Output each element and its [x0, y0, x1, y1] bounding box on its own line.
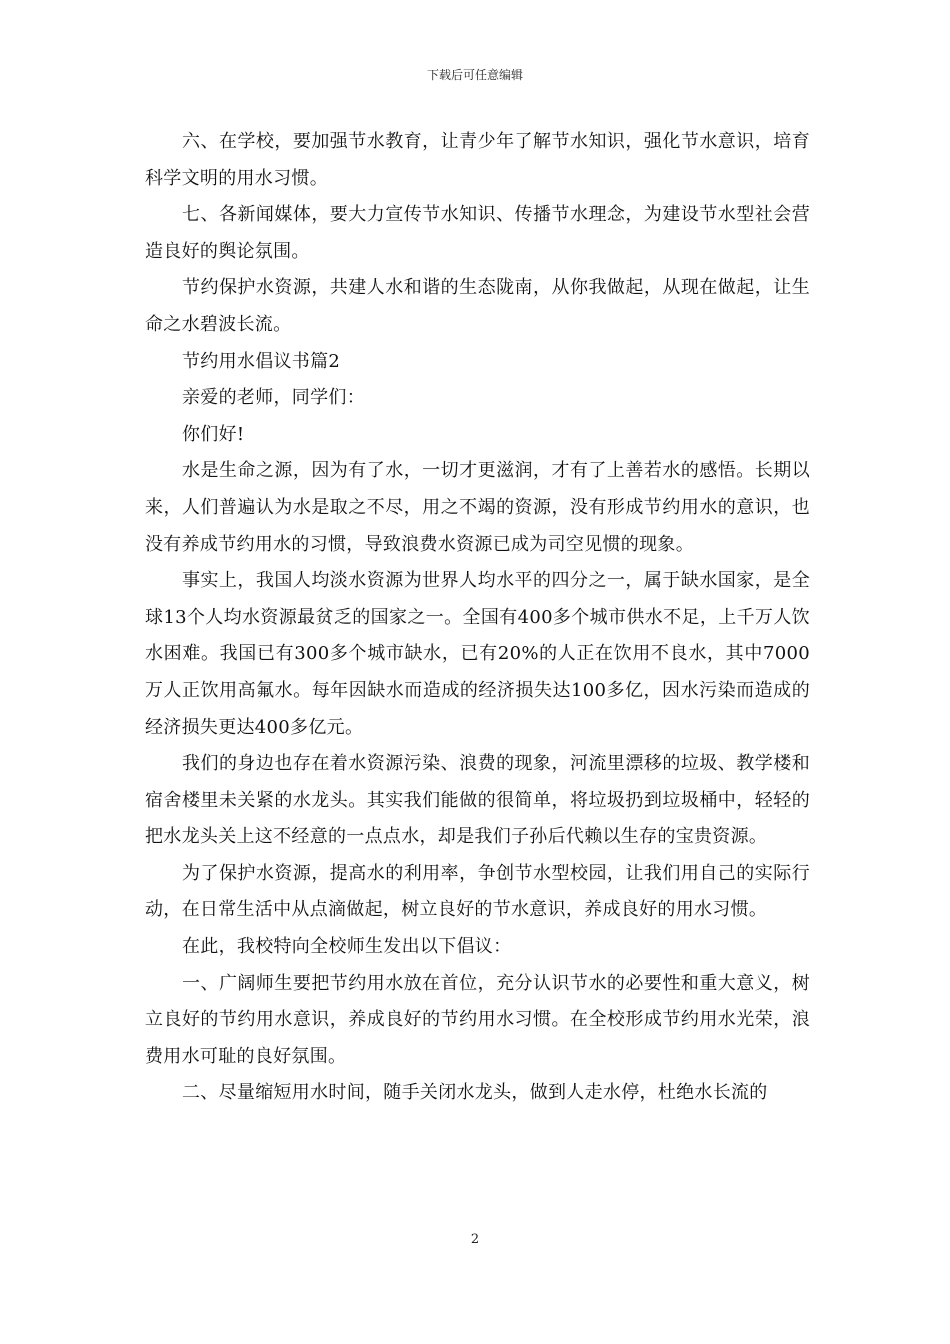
paragraph: 二、尽量缩短用水时间，随手关闭水龙头，做到人走水停，杜绝水长流的	[182, 1082, 768, 1104]
section-title: 节约用水倡议书篇2	[182, 350, 341, 372]
paragraph: 七、各新闻媒体，要大力宣传节水知识、传播节水理念，为建设节水型社会营造良好的舆论氛围。	[145, 204, 810, 262]
page-header: 下载后可任意编辑	[426, 68, 523, 82]
page-number: 2	[470, 1232, 480, 1247]
paragraph: 为了保护水资源，提高水的利用率，争创节水型校园，让我们用自己的实际行动，在日常生活中从点滴做起，树立良好的节水意识，养成良好的用水习惯。	[145, 862, 810, 921]
paragraph: 六、在学校，要加强节水教育，让青少年了解节水知识，强化节水意识，培育科学文明的用水习惯。	[145, 131, 810, 189]
paragraph: 我们的身边也存在着水资源污染、浪费的现象，河流里漂移的垃圾、教学楼和宿舍楼里未关紧的水龙头。其实我们能做的很简单，将垃圾扔到垃圾桶中，轻轻的把水龙头关上这不经意的一点点水，却是我们子孙后代赖以生存的宝贵资源。	[145, 753, 810, 848]
paragraph: 在此，我校特向全校师生发出以下倡议：	[182, 936, 512, 958]
paragraph: 水是生命之源，因为有了水，一切才更滋润，才有了上善若水的感悟。长期以来，人们普遍认为水是取之不尽，用之不竭的资源，没有形成节约用水的意识，也没有养成节约用水的习惯，导致浪费水资源已成为司空见惯的现象。	[145, 460, 810, 555]
paragraph: 事实上，我国人均淡水资源为世界人均水平的四分之一，属于缺水国家，是全球13个人均水资源最贫乏的国家之一。全国有400多个城市供水不足，上千万人饮水困难。我国已有300多个城市缺水，已有20%的人正在饮用不良水，其中7000万人正饮用高氟水。每年因缺水而造成的经济损失达100多亿，因水污染而造成的经济损失更达400多亿元。	[145, 570, 810, 738]
document-body	[145, 124, 810, 1112]
salutation: 亲爱的老师，同学们：	[182, 387, 365, 409]
greeting: 你们好!	[182, 423, 245, 445]
paragraph: 节约保护水资源，共建人水和谐的生态陇南，从你我做起，从现在做起，让生命之水碧波长流。	[145, 277, 810, 335]
paragraph: 一、广阔师生要把节约用水放在首位，充分认识节水的必要性和重大意义，树立良好的节约用水意识，养成良好的节约用水习惯。在全校形成节约用水光荣，浪费用水可耻的良好氛围。	[145, 972, 810, 1067]
